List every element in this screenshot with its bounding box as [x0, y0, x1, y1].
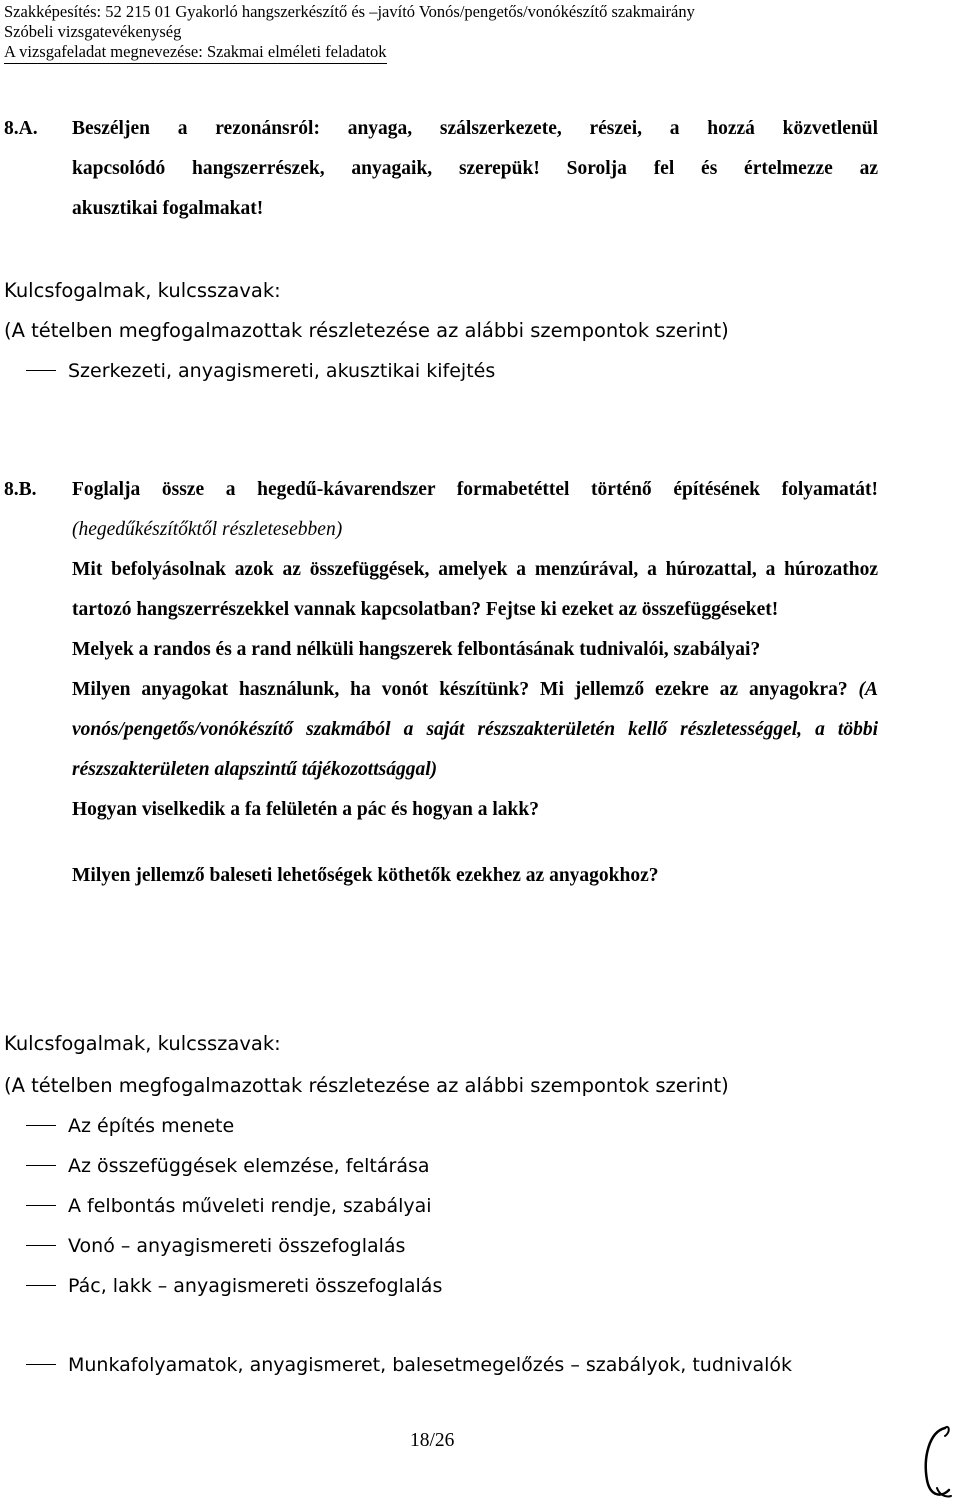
dash-icon [26, 1245, 56, 1246]
dash-icon [26, 1205, 56, 1206]
task-b-p2: Mit befolyásolnak azok az összefüggések, amelyek a menzúrával, a húrozattal, a húrozathoz tartozó hangszerrészekkel vannak kapcsolatban? Fejtse ki ezeket az összefüggéseket! [72, 559, 878, 620]
keywords-b-item-label: Munkafolyamatok, anyagismeret, balesetmegelőzés – szabályok, tudnivalók [68, 1354, 793, 1376]
task-b-p3: Melyek a randos és a rand nélküli hangszerek felbontásának tudnivalói, szabályai? [72, 639, 761, 660]
task-b-p1-note: (hegedűkészítőktől részletesebben) [72, 519, 343, 540]
keywords-b-item-label: Az összefüggések elemzése, feltárása [68, 1155, 430, 1177]
header-task-name-text: A vizsgafeladat megnevezése: Szakmai elméleti feladatok [4, 42, 387, 64]
keywords-b-item-label: Vonó – anyagismereti összefoglalás [68, 1235, 406, 1257]
task-b-number: 8.B. [4, 479, 37, 500]
keywords-b-item [26, 1232, 405, 1260]
keywords-b-subtitle: (A tételben megfogalmazottak részletezése az alábbi szempontok szerint) [4, 1074, 729, 1097]
keywords-a-title: Kulcsfogalmak, kulcsszavak: [4, 279, 281, 302]
signature-icon [915, 1418, 955, 1503]
keywords-a-item [26, 357, 495, 385]
dash-icon [26, 1125, 56, 1126]
keywords-b-title: Kulcsfogalmak, kulcsszavak: [4, 1032, 281, 1055]
task-a-line-3: akusztikai fogalmakat! [72, 198, 264, 219]
keywords-b-item [26, 1351, 792, 1379]
header-exam-type: Szóbeli vizsgatevékenység [4, 22, 182, 41]
task-b-p1: Foglalja össze a hegedű-kávarendszer formabetéttel történő építésének folyamatát! [72, 479, 878, 500]
dash-icon [26, 1285, 56, 1286]
keywords-b-item-label: Pác, lakk – anyagismereti összefoglalás [68, 1275, 443, 1297]
page-number: 18/26 [410, 1430, 455, 1451]
keywords-b-item [26, 1112, 234, 1140]
task-a-line-2: kapcsolódó hangszerrészek, anyagaik, szerepük! Sorolja fel és értelmezze az [72, 158, 878, 179]
keywords-b-item [26, 1272, 442, 1300]
keywords-a-subtitle: (A tételben megfogalmazottak részletezése az alábbi szempontok szerint) [4, 319, 729, 342]
keywords-b-item [26, 1152, 430, 1180]
task-b-text [72, 470, 878, 896]
header-qualification: Szakképesítés: 52 215 01 Gyakorló hangszerkészítő és –javító Vonós/pengetős/vonókészítő szakmairány [4, 2, 695, 21]
task-b-p6: Milyen jellemző baleseti lehetőségek köthetők ezekhez az anyagokhoz? [72, 865, 659, 886]
dash-icon [26, 1165, 56, 1166]
task-b-p5: Hogyan viselkedik a fa felületén a pác és hogyan a lakk? [72, 799, 539, 820]
keywords-a-item-label: Szerkezeti, anyagismereti, akusztikai kifejtés [68, 360, 496, 382]
task-a-line-1: Beszéljen a rezonánsról: anyaga, szálszerkezete, részei, a hozzá közvetlenül [72, 118, 878, 139]
keywords-b-item-label: Az építés menete [68, 1115, 235, 1137]
dash-icon [26, 370, 56, 371]
task-a-number: 8.A. [4, 118, 38, 139]
keywords-b-item [26, 1192, 432, 1220]
page-header [4, 2, 954, 62]
keywords-b-item-label: A felbontás műveleti rendje, szabályai [68, 1195, 432, 1217]
task-b-p4: Milyen anyagokat használunk, ha vonót készítünk? Mi jellemző ezekre az anyagokra? [72, 679, 848, 700]
dash-icon [26, 1364, 56, 1365]
task-b-p4-note: (A vonós/pengetős/vonókészítő szakmából a saját részszakterületén kellő részletességgel, a többi részszakterületen alapszintű tájékozottsággal) [72, 679, 879, 780]
task-a-text [72, 109, 878, 229]
header-task-name [4, 42, 954, 62]
